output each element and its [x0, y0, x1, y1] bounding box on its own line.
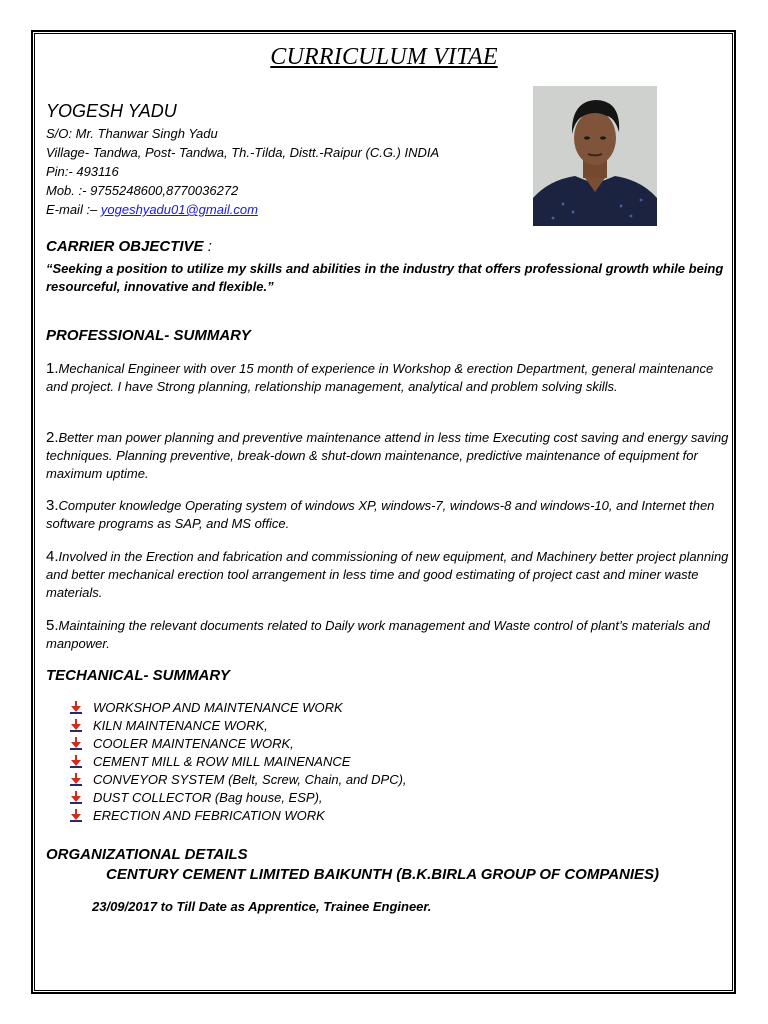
list-item-text: ERECTION AND FEBRICATION WORK — [93, 807, 325, 823]
list-item-text: DUST COLLECTOR (Bag house, ESP), — [93, 789, 323, 805]
summary-item-text: Maintaining the relevant documents related to Daily work management and Waste control of plant’s materials and manpower. — [46, 618, 710, 651]
professional-summary-heading: PROFESSIONAL- SUMMARY — [46, 327, 251, 344]
arrow-bullet-icon — [70, 809, 82, 822]
list-item — [70, 752, 407, 770]
objective-heading — [46, 238, 212, 255]
technical-summary-list — [70, 698, 407, 824]
arrow-bullet-icon — [70, 701, 82, 714]
email-link[interactable]: yogeshyadu01@gmail.com — [100, 202, 258, 217]
list-item — [70, 698, 407, 716]
list-item — [70, 788, 407, 806]
arrow-bullet-icon — [70, 719, 82, 732]
arrow-bullet-icon — [70, 755, 82, 768]
organization-company: CENTURY CEMENT LIMITED BAIKUNTH (B.K.BIRLA GROUP OF COMPANIES) — [106, 866, 660, 883]
father-name: S/O: Mr. Thanwar Singh Yadu — [46, 126, 218, 141]
address: Village- Tandwa, Post- Tandwa, Th.-Tilda, Distt.-Raipur (C.G.) INDIA — [46, 145, 440, 160]
summary-item-5 — [46, 617, 736, 653]
list-item-text: KILN MAINTENANCE WORK, — [93, 717, 268, 733]
email-label: E-mail :– — [46, 202, 101, 217]
list-item — [70, 716, 407, 734]
organization-period: 23/09/2017 to Till Date as Apprentice, Trainee Engineer. — [92, 899, 432, 914]
list-item-text: WORKSHOP AND MAINTENANCE WORK — [93, 699, 343, 715]
summary-item-text: Better man power planning and preventive maintenance attend in less time Executing cost saving and energy saving techniques. Planning preventive, break-down & shut-down maintenance, predictive maintenance of equipment for maximum uptime. — [46, 430, 729, 481]
arrow-bullet-icon — [70, 737, 82, 750]
candidate-name: YOGESH YADU — [46, 101, 177, 121]
arrow-bullet-icon — [70, 791, 82, 804]
list-item — [70, 806, 407, 824]
summary-item-text: Mechanical Engineer with over 15 month of experience in Workshop & erection Department, general maintenance and project. I have Strong planning, relationship management, analytical and problem solving skills. — [46, 361, 714, 394]
arrow-bullet-icon — [70, 773, 82, 786]
technical-summary-heading: TECHANICAL- SUMMARY — [46, 667, 230, 684]
organization-heading: ORGANIZATIONAL DETAILS — [46, 846, 248, 863]
summary-item-number: 1. — [46, 360, 59, 377]
summary-item-2 — [46, 429, 736, 483]
objective-heading-text: CARRIER OBJECTIVE — [46, 238, 204, 255]
summary-item-number: 2. — [46, 429, 59, 446]
summary-item-4 — [46, 548, 736, 602]
summary-item-number: 3. — [46, 497, 59, 514]
list-item-text: CEMENT MILL & ROW MILL MAINENANCE — [93, 753, 351, 769]
portrait-image — [533, 86, 657, 226]
pin-code: Pin:- 493116 — [46, 164, 119, 179]
document-title: CURRICULUM VITAE — [270, 44, 498, 70]
objective-text: “Seeking a position to utilize my skills and abilities in the industry that offers professional growth while being resourceful, innovative and flexible.” — [46, 261, 724, 294]
list-item-text: COOLER MAINTENANCE WORK, — [93, 735, 294, 751]
list-item — [70, 770, 407, 788]
list-item — [70, 734, 407, 752]
profile-photo — [533, 86, 657, 226]
list-item-text: CONVEYOR SYSTEM (Belt, Screw, Chain, and DPC), — [93, 771, 407, 787]
summary-item-3 — [46, 497, 736, 533]
mobile-number: Mob. :- 9755248600,8770036272 — [46, 183, 239, 198]
summary-item-number: 5. — [46, 617, 59, 634]
email-line — [46, 202, 258, 217]
objective-heading-colon: : — [203, 238, 212, 255]
summary-item-number: 4. — [46, 548, 59, 565]
summary-item-text: Involved in the Erection and fabrication and commissioning of new equipment, and Machinery better project planning and better mechanical erection tool arrangement in less time and good estimating of project cast and miner waste materials. — [46, 549, 729, 600]
summary-item-text: Computer knowledge Operating system of windows XP, windows-7, windows-8 and windows-10, and Internet then software programs as SAP, and MS office. — [46, 498, 715, 531]
summary-item-1 — [46, 360, 736, 396]
